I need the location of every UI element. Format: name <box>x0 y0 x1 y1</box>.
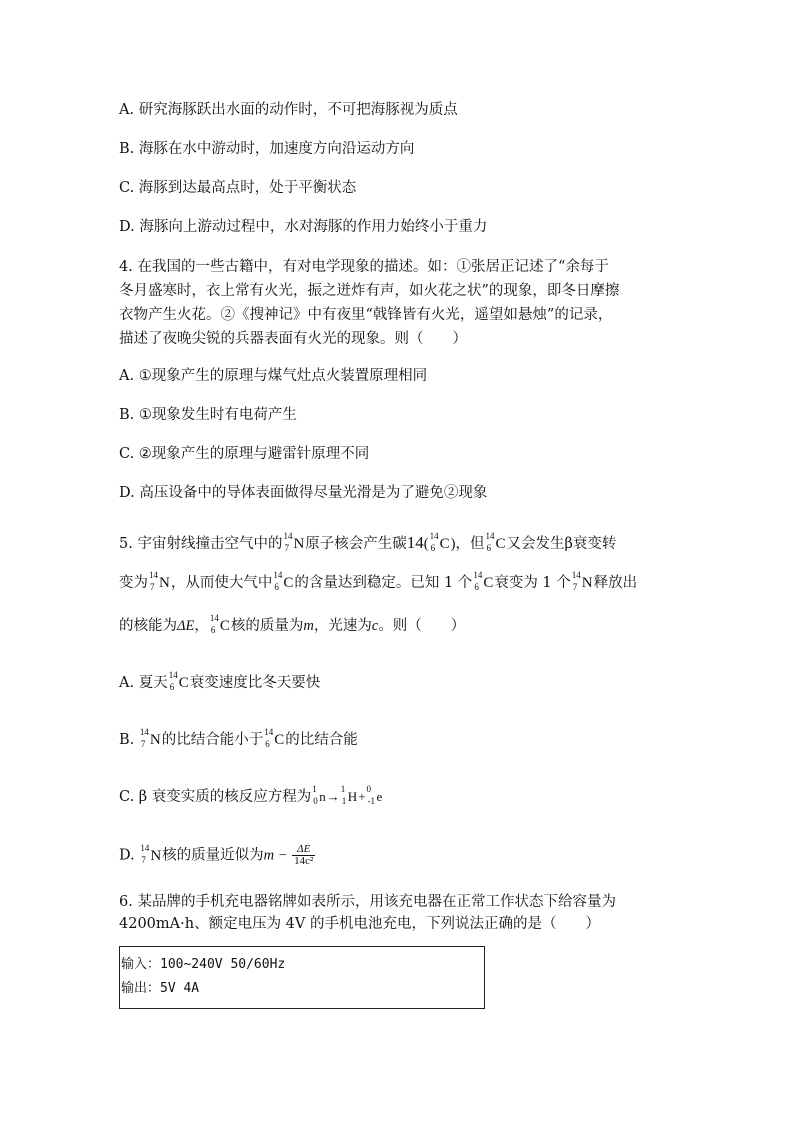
isotope-n14: 14 7 N <box>283 531 305 553</box>
q4-option-c: C. ②现象产生的原理与避雷针原理不同 <box>119 446 370 462</box>
q6-stem-line-2: 4200mA·h、额定电压为 4V 的手机电池充电，下列说法正确的是（ ） <box>119 916 600 932</box>
isotope-neutron: 1 0 n <box>312 784 326 806</box>
q4-stem-line-3: 衣物产生火花。②《搜神记》中有夜里“戟锋皆有火光，遥望如悬烛”的记录， <box>119 307 613 323</box>
isotope-c14: 14 6 C <box>429 531 450 553</box>
q4-option-b: B. ①现象发生时有电荷产生 <box>119 407 297 423</box>
q3-option-b: B. 海豚在水中游动时，加速度方向沿运动方向 <box>119 141 415 157</box>
q4-stem-line-1: 4. 在我国的一些古籍中，有对电学现象的描述。如：①张居正记述了“余每于 <box>119 259 609 275</box>
isotope-n14: 14 7 N <box>571 570 593 592</box>
table-row-output: 输出：5V 4A <box>121 981 200 996</box>
q3-option-a: A. 研究海豚跃出水面的动作时，不可把海豚视为质点 <box>119 102 458 118</box>
isotope-c14: 14 6 C <box>473 570 494 592</box>
isotope-c14: 14 6 C <box>485 531 506 553</box>
isotope-n14: 14 7 N <box>149 570 170 592</box>
isotope-proton: 1 1 H <box>340 784 358 806</box>
isotope-c14: 14 6 C <box>168 670 189 692</box>
mass-fraction: $\frac{\Delta E}{\text{14c²}}$ <box>294 843 314 867</box>
q4-option-d: D. 高压设备中的导体表面做得尽量光滑是为了避免②现象 <box>119 485 488 501</box>
isotope-electron: 0 -1 e <box>366 784 383 806</box>
q5-option-d: D. 14 7 N核的质量近似为m − $\frac{\Delta E}{\text{14c²}}$ <box>119 842 314 867</box>
q3-option-c: C. 海豚到达最高点时，处于平衡状态 <box>119 180 357 196</box>
q5-stem-line-1: 5. 宇宙射线撞击空气中的 14 7 N原子核会产生碳14( 14 6 C)，但 14 6 C又会发生β衰变转 <box>119 531 617 553</box>
isotope-n14: 14 7 N <box>140 842 162 865</box>
isotope-c14: 14 6 C <box>273 570 294 592</box>
q5-option-a: A. 夏天 14 6 C衰变速度比冬天要快 <box>119 670 321 692</box>
q5-stem-line-2: 变为 14 7 N，从而使大气中 14 6 C的含量达到稳定。已知 1 个 14 6 C衰变为 1 个 14 7 N释放出 <box>119 570 638 592</box>
q3-option-d: D. 海豚向上游动过程中，水对海豚的作用力始终小于重力 <box>119 219 488 235</box>
q5-option-b: B. 14 7 N的比结合能小于 14 6 C的比结合能 <box>119 727 358 749</box>
isotope-c14: 14 6 C <box>209 613 230 635</box>
isotope-n14: 14 7 N <box>139 727 161 749</box>
charger-nameplate-table <box>119 946 485 1009</box>
table-row-input: 输入：100~240V 50/60Hz <box>121 957 286 972</box>
q4-stem-line-4: 描述了夜晚尖锐的兵器表面有火光的现象。则（ ） <box>119 331 467 347</box>
isotope-c14: 14 6 C <box>264 727 285 749</box>
q4-stem-line-2: 冬月盛寒时，衣上常有火光，振之迸炸有声，如火花之状”的现象，即冬日摩擦 <box>119 283 620 299</box>
q5-stem-line-3: 的核能为ΔE， 14 6 C核的质量为m，光速为c。则（ ） <box>119 613 466 635</box>
q4-option-a: A. ①现象产生的原理与煤气灶点火装置原理相同 <box>119 368 428 384</box>
q5-option-c: C. β 衰变实质的核反应方程为 1 0 n→ 1 1 H+ 0 -1 e <box>119 784 383 806</box>
q6-stem-line-1: 6. 某品牌的手机充电器铭牌如表所示，用该充电器在正常工作状态下给容量为 <box>119 894 616 910</box>
